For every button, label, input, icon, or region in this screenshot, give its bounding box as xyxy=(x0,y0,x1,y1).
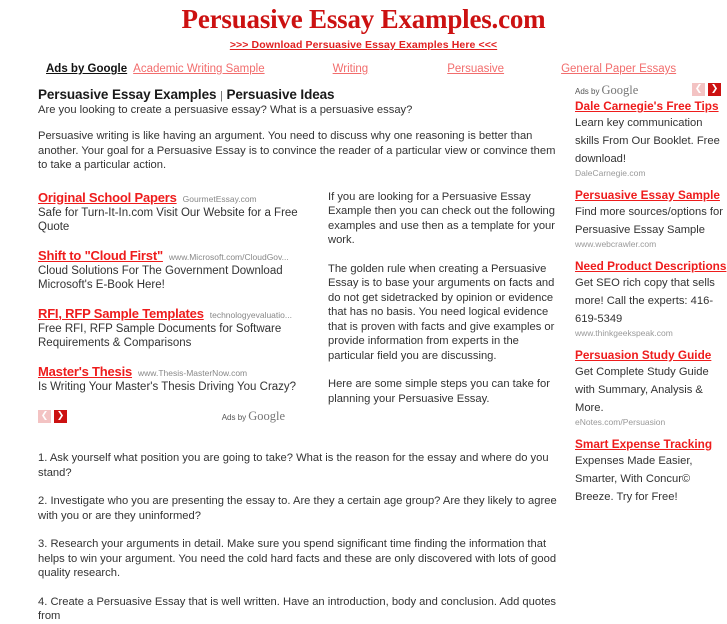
inline-ad-url[interactable]: www.Microsoft.com/CloudGov... xyxy=(168,251,289,262)
sidebar-ad-title[interactable]: Persuasion Study Guide xyxy=(575,348,712,362)
ads-by-google-logo[interactable] xyxy=(575,81,638,99)
top-ad-link-writing[interactable]: Writing xyxy=(332,63,369,75)
inline-ad-head xyxy=(38,306,323,321)
ads-by-text: Ads by xyxy=(575,86,600,96)
inline-ad-head xyxy=(38,248,323,263)
inline-ads-block xyxy=(38,187,323,426)
chevron-right-icon[interactable]: ❯ xyxy=(54,410,67,423)
inline-ad-item[interactable] xyxy=(38,306,323,351)
inline-ad-title[interactable]: Master's Thesis xyxy=(38,363,133,379)
inline-ad-url[interactable]: GourmetEssay.com xyxy=(182,193,257,204)
page-title-main: Persuasive Essay Examples xyxy=(38,87,217,102)
inline-ad-description: Free RFI, RFP Sample Documents for Software Requirements & Comparisons xyxy=(38,322,282,349)
page-title-separator: | xyxy=(220,90,223,102)
article-paragraph: The golden rule when creating a Persuasive Essay is to base your arguments on facts and do not get sidetracked by opinion or evidence that has no basis. You need logical evidence that is proven with facts and give examples or provide information from experts in the particular field you are discussing. xyxy=(328,262,555,362)
article-right-column xyxy=(328,187,568,421)
top-ad-link-persuasive[interactable]: Persuasive xyxy=(447,63,505,75)
top-ad-link-general-paper-essays[interactable]: General Paper Essays xyxy=(561,63,677,75)
sidebar-ad-url[interactable]: DaleCarnegie.com xyxy=(575,168,646,178)
sidebar-ad-item[interactable] xyxy=(575,188,727,250)
inline-ad-item[interactable] xyxy=(38,364,323,395)
page-title-secondary: Persuasive Ideas xyxy=(226,87,335,102)
inline-ad-description: Cloud Solutions For The Government Download Microsoft's E-Book Here! xyxy=(38,264,283,291)
chevron-left-icon[interactable]: ❮ xyxy=(38,410,51,423)
ads-by-text: Ads by xyxy=(221,413,247,422)
sidebar-ad-title[interactable]: Dale Carnegie's Free Tips xyxy=(575,99,719,113)
inline-ad-url[interactable]: technologyevaluatio... xyxy=(209,309,292,320)
site-title: Persuasive Essay Examples.com xyxy=(181,4,546,34)
step-item: 4. Create a Persuasive Essay that is well written. Have an introduction, body and conclusion. Add quotes from xyxy=(38,595,557,622)
sidebar-ad-url[interactable]: www.thinkgeekspeak.com xyxy=(575,328,673,338)
sidebar-ad-url[interactable]: www.webcrawler.com xyxy=(575,239,657,249)
inline-ads-pager xyxy=(38,410,67,423)
site-header xyxy=(0,0,727,53)
page-subheading: Are you looking to create a persuasive essay? What is a persuasive essay? xyxy=(38,104,413,116)
inline-ads-footer xyxy=(38,407,323,425)
inline-ad-head xyxy=(38,364,323,379)
sidebar-ad-item[interactable] xyxy=(575,259,727,339)
sidebar-ad-description: Get Complete Study Guide with Summary, Analysis & More. xyxy=(575,366,709,414)
ads-by-google-label[interactable]: Ads by Google xyxy=(46,63,128,75)
top-ad-link-academic-writing-sample[interactable]: Academic Writing Sample xyxy=(133,63,265,75)
google-wordmark: Google xyxy=(248,409,285,423)
google-wordmark: Google xyxy=(601,82,639,97)
inline-ad-item[interactable] xyxy=(38,248,323,293)
sidebar-ad-title[interactable]: Smart Expense Tracking xyxy=(575,437,713,451)
inline-ad-title[interactable]: RFI, RFP Sample Templates xyxy=(38,305,204,321)
chevron-right-icon[interactable]: ❯ xyxy=(708,83,721,96)
inline-ad-title[interactable]: Original School Papers xyxy=(38,189,177,205)
sidebar-ads-pager xyxy=(692,83,721,96)
inline-ad-url[interactable]: www.Thesis-MasterNow.com xyxy=(138,367,248,378)
sidebar-ad-url[interactable]: eNotes.com/Persuasion xyxy=(575,417,666,427)
page-title xyxy=(38,87,565,102)
step-item: 1. Ask yourself what position you are going to take? What is the reason for the essay and where do you stand? xyxy=(38,452,549,479)
sidebar-ad-item[interactable] xyxy=(575,348,727,428)
article-paragraph: Here are some simple steps you can take for planning your Persuasive Essay. xyxy=(328,378,550,405)
step-item: 2. Investigate who you are presenting the essay to. Are they a certain age group? Are they likely to agree with you or are they uninformed? xyxy=(38,495,557,522)
sidebar-ad-title[interactable]: Need Product Descriptions xyxy=(575,259,727,273)
sidebar-ad-description: Expenses Made Easier, Smarter, With Concur© Breeze. Try for Free! xyxy=(575,455,693,503)
sidebar-ad-description: Find more sources/options for Persuasive Essay Sample xyxy=(575,206,723,236)
download-persuasive-essay-link[interactable]: >>> Download Persuasive Essay Examples Here <<< xyxy=(229,39,498,51)
inline-ad-title[interactable]: Shift to "Cloud First" xyxy=(38,247,163,263)
inline-ad-description: Is Writing Your Master's Thesis Driving You Crazy? xyxy=(38,380,297,393)
inline-ad-item[interactable] xyxy=(38,190,323,235)
sidebar-ad-item[interactable] xyxy=(575,99,727,179)
chevron-left-icon[interactable]: ❮ xyxy=(692,83,705,96)
sidebar-ad-description: Get SEO rich copy that sells more! Call the experts: 416-619-5349 xyxy=(575,277,715,325)
article-paragraph: If you are looking for a Persuasive Essay Example then you can check out the following examples and use then as a template for your work. xyxy=(328,190,555,246)
top-ad-bar xyxy=(0,63,727,75)
inline-ad-head xyxy=(38,190,323,205)
sidebar-ad-description: Learn key communication skills From Our Booklet. Free download! xyxy=(575,117,720,165)
sidebar-ad-title[interactable]: Persuasive Essay Sample xyxy=(575,188,720,202)
intro-paragraph: Persuasive writing is like having an argument. You need to discuss why one reasoning is better than another. Your goal for a Persuasive Essay is to convince the reader of a particular view or convince them to take a particular action. xyxy=(38,130,556,171)
sidebar-ads-header xyxy=(575,82,727,97)
sidebar-ads xyxy=(570,82,727,514)
inline-ad-description: Safe for Turn-It-In.com Visit Our Website for a Free Quote xyxy=(38,206,298,233)
sidebar-ad-item[interactable] xyxy=(575,437,727,505)
step-item: 3. Research your arguments in detail. Make sure you spend significant time finding the information that helps to win your argument. You need the cold hard facts and these are only discovered with lots of good quality research. xyxy=(38,538,557,579)
ads-by-google-logo[interactable] xyxy=(222,407,285,425)
